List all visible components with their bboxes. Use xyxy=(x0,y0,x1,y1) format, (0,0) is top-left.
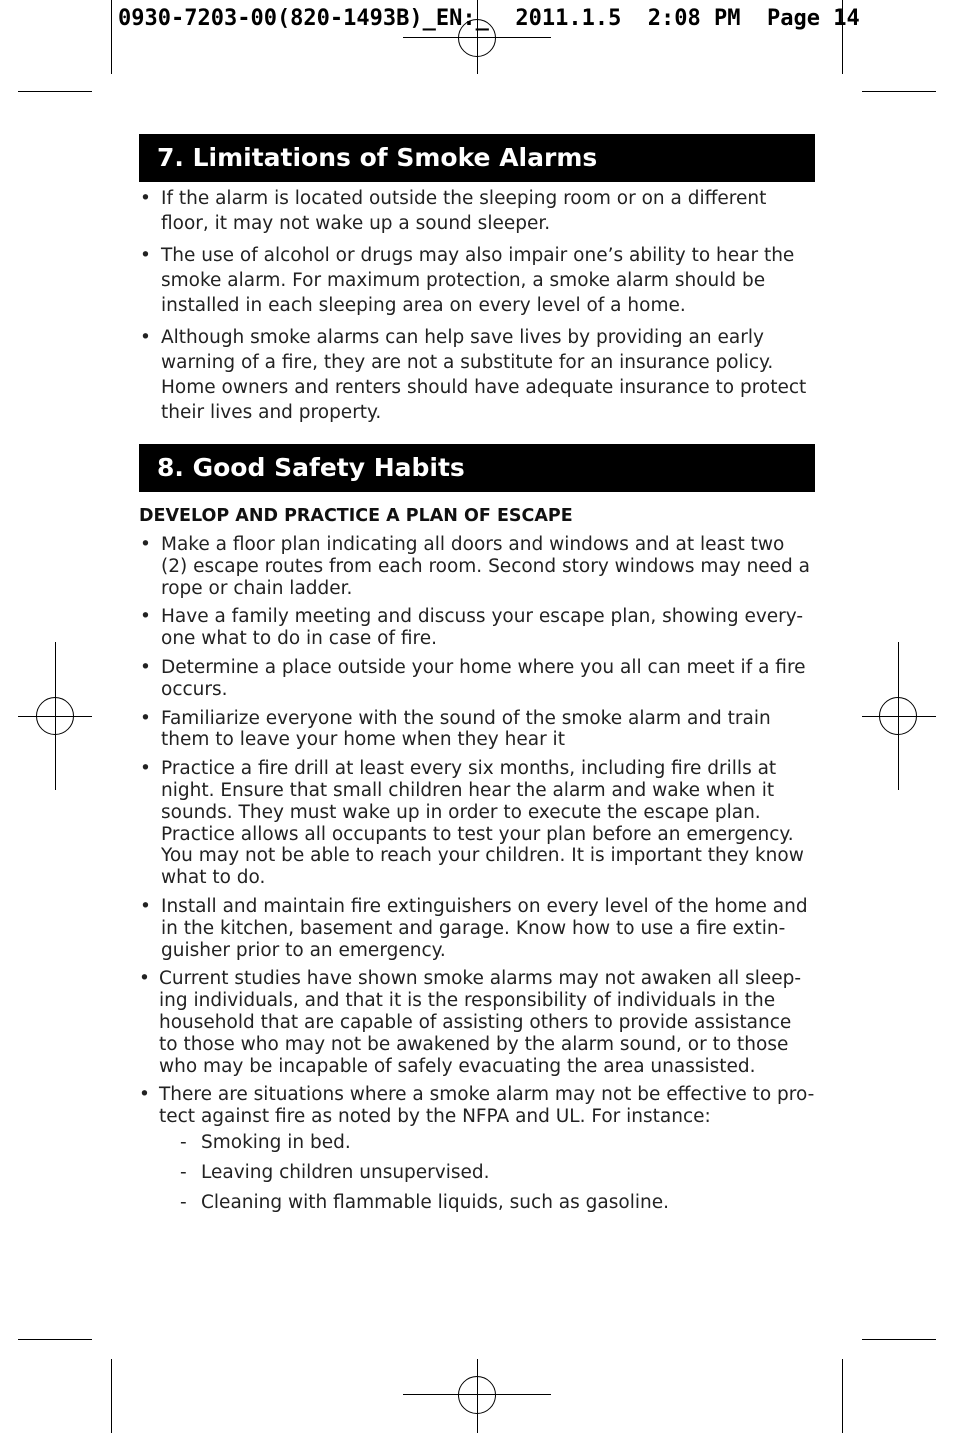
list-item: • Install and maintain fire extinguishers on every level of the home and in the kitchen, basement and garage. Know how to use a fire extin-guisher prior to an emergency. xyxy=(140,895,808,961)
safety-habits-list xyxy=(139,534,815,1214)
list-item: • There are situations where a smoke alarm may not be effective to pro-tect against fire as noted by the NFPA and UL. For instance: - Smoking in bed. - Leaving children unsupervised. - Cleaning with flammable liquids, such as gasoline. xyxy=(139,1084,815,1213)
list-item: • Have a family meeting and discuss your escape plan, showing every-one what to do in case of fire. xyxy=(140,606,804,650)
registration-mark xyxy=(458,1376,496,1414)
examples-list xyxy=(159,1132,815,1214)
crop-mark xyxy=(842,1359,843,1433)
list-item: • Familiarize everyone with the sound of the smoke alarm and train them to leave your home when they hear it xyxy=(140,707,771,751)
list-item: • The use of alcohol or drugs may also impair one’s ability to hear the smoke alarm. For maximum protection, a smoke alarm should be installed in each sleeping area on every level of a home. xyxy=(140,245,795,316)
list-item: - Cleaning with flammable liquids, such as gasoline. xyxy=(180,1191,669,1213)
registration-mark xyxy=(36,697,74,735)
crop-mark xyxy=(18,91,92,92)
section-heading: 8. Good Safety Habits xyxy=(139,444,815,492)
list-item: • Current studies have shown smoke alarms may not awaken all sleep-ing individuals, and that it is the responsibility of individuals in the household that are capable of assisting others to provide assistance to those who may not be awakened by the alarm sound, or to those who may be incapable of safely evacuating the area unassisted. xyxy=(139,968,802,1077)
list-item: - Smoking in bed. xyxy=(180,1131,351,1153)
section-limitations xyxy=(139,134,815,432)
section-safety-habits xyxy=(139,444,815,1222)
crop-mark xyxy=(842,0,843,74)
list-item: • Determine a place outside your home where you all can meet if a fire occurs. xyxy=(140,656,806,700)
registration-mark xyxy=(458,19,496,57)
crop-mark xyxy=(18,1339,92,1340)
list-item: • If the alarm is located outside the sleeping room or on a different floor, it may not wake up a sound sleeper. xyxy=(140,188,767,234)
crop-mark xyxy=(862,91,936,92)
list-item: • Make a floor plan indicating all doors and windows and at least two (2) escape routes from each room. Second story windows may need a rope or chain ladder. xyxy=(140,534,811,599)
crop-mark xyxy=(862,1339,936,1340)
crop-mark xyxy=(111,0,112,74)
subheading: DEVELOP AND PRACTICE A PLAN OF ESCAPE xyxy=(139,506,573,526)
registration-mark xyxy=(879,697,917,735)
list-item: • Although smoke alarms can help save lives by providing an early warning of a fire, they are not a substitute for an insurance policy. Home owners and renters should have adequate insurance to protect their lives and property. xyxy=(140,327,807,423)
list-item: - Leaving children unsupervised. xyxy=(180,1161,490,1183)
section-heading: 7. Limitations of Smoke Alarms xyxy=(139,134,815,182)
list-item: • Practice a fire drill at least every six months, including fire drills at night. Ensure that small children hear the alarm and wake when it sounds. They must wake up in order to execute the escape plan. Practice allows all occupants to test your plan before an emergency. You may not be able to reach your children. It is important they know what to do. xyxy=(140,758,804,889)
limitations-list xyxy=(139,186,815,425)
printer-slug: 0930-7203-00(820-1493B)_EN:_ 2011.1.5 2:08 PM Page 14 xyxy=(118,6,860,31)
crop-mark xyxy=(111,1359,112,1433)
